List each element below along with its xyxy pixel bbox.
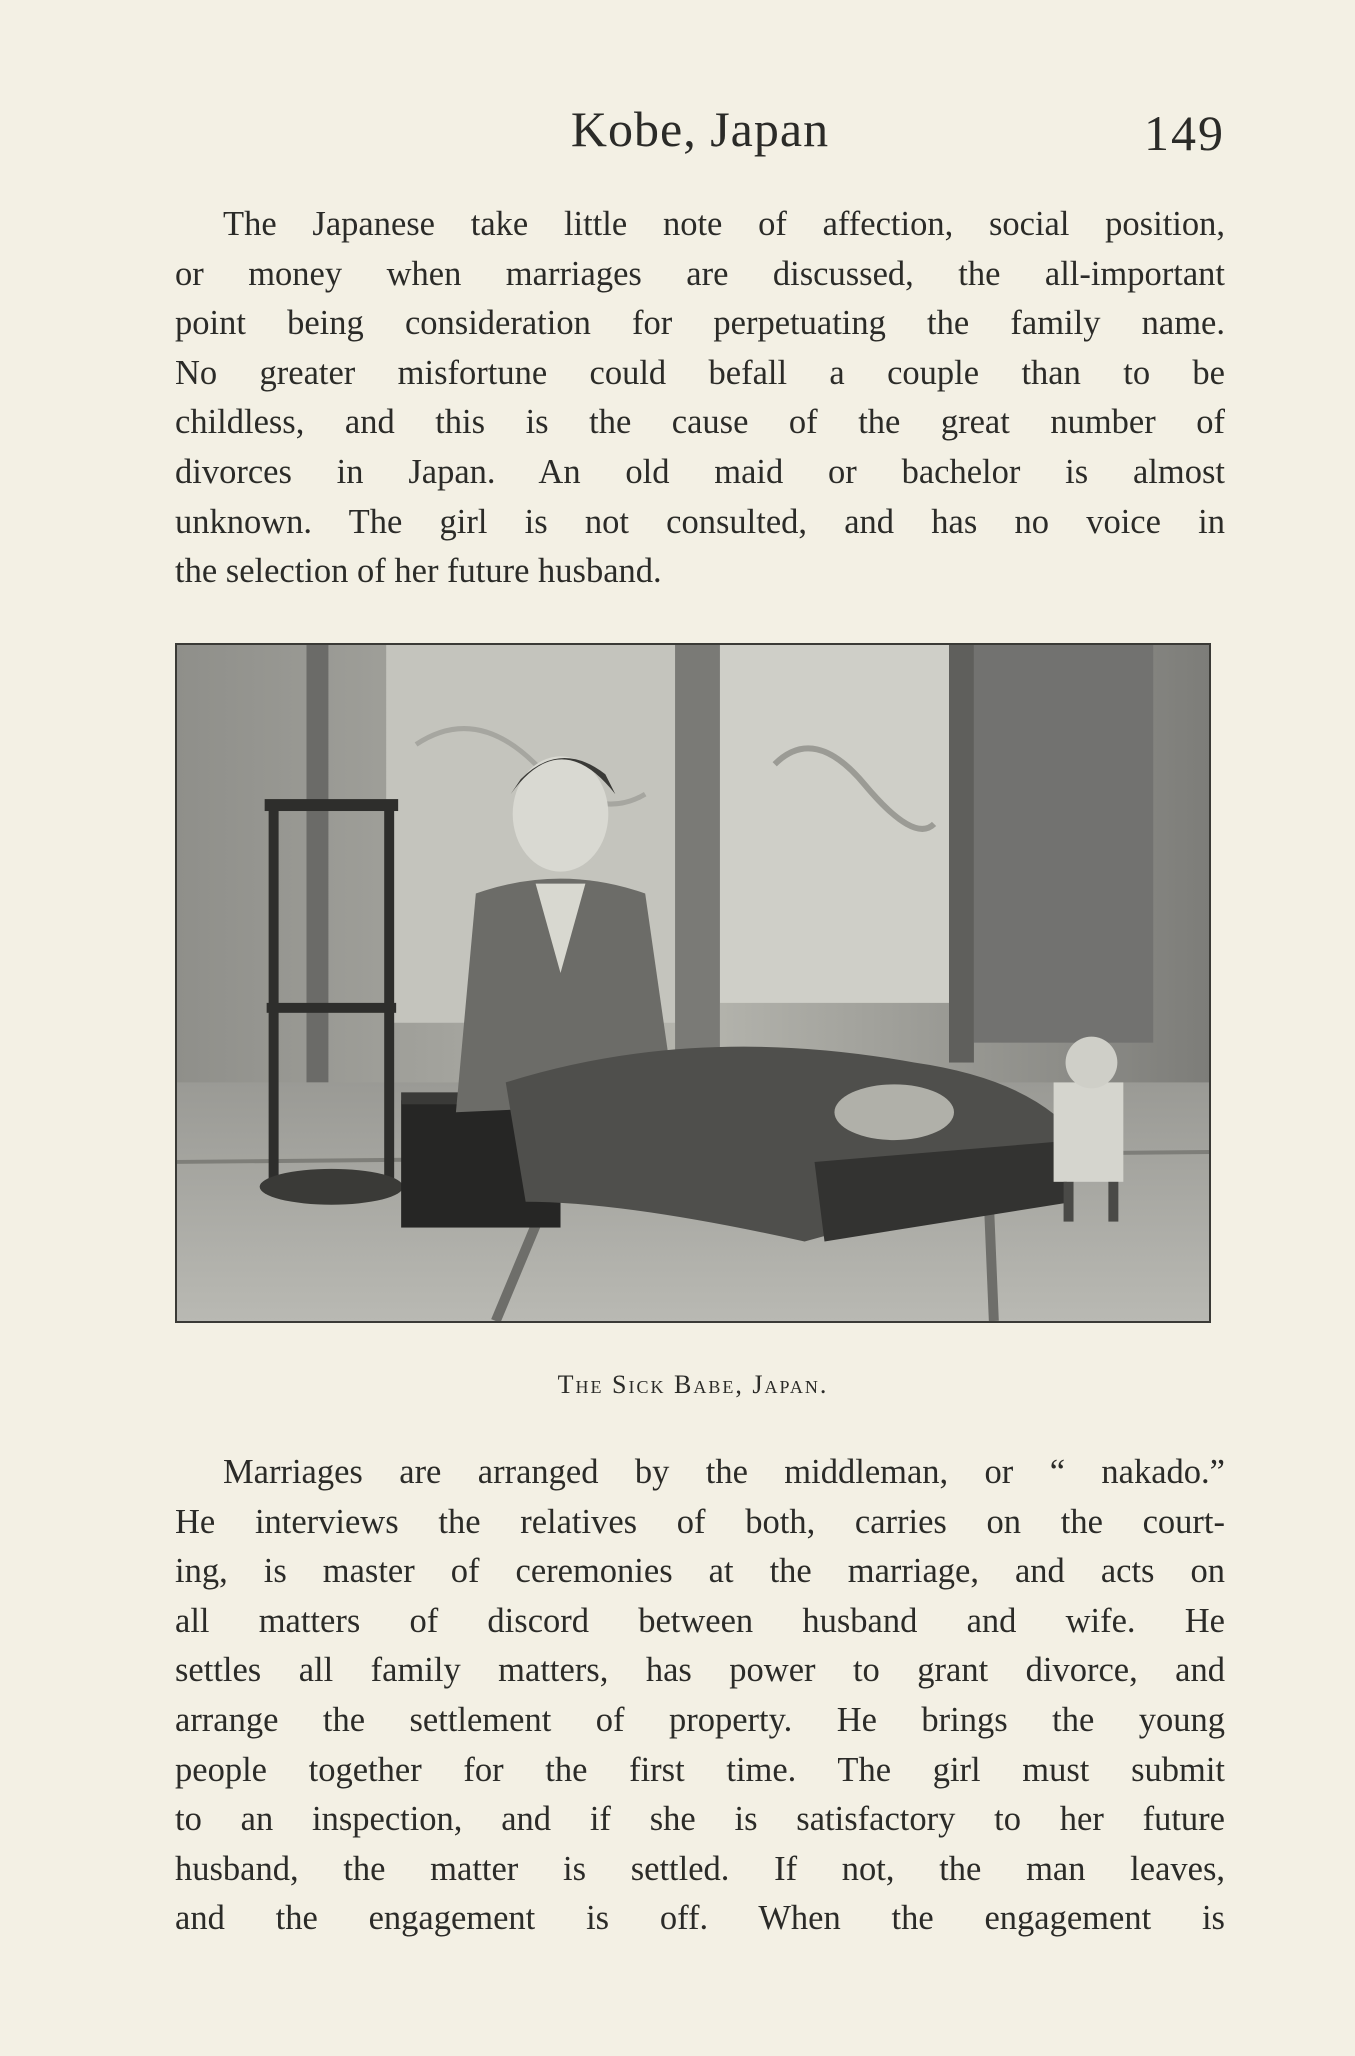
page-number: 149 xyxy=(1144,105,1225,161)
text-line: and the engagement is off. When the engagement is xyxy=(175,1899,1225,1938)
text-line: arrange the settlement of property. He brings the young xyxy=(175,1700,1225,1739)
text-line: Marriages are arranged by the middleman, or “ nakado.” xyxy=(223,1453,1225,1491)
text-line: the selection of her future husband. xyxy=(175,552,662,591)
text-line: childless, and this is the cause of the great number of xyxy=(175,403,1225,442)
text-line: point being consideration for perpetuating the family name. xyxy=(175,304,1225,343)
text-line: all matters of discord between husband and wife. He xyxy=(175,1601,1225,1640)
paragraph-1 xyxy=(175,200,1225,597)
text-line: husband, the matter is settled. If not, the man leaves, xyxy=(175,1849,1225,1888)
text-line: ing, is master of ceremonies at the marriage, and acts on xyxy=(175,1552,1225,1591)
photograph-image xyxy=(177,645,1209,1321)
text-line: people together for the first time. The girl must submit xyxy=(175,1750,1225,1789)
text-line: He interviews the relatives of both, carries on the court- xyxy=(175,1502,1225,1541)
text-line: or money when marriages are discussed, the all-important xyxy=(175,254,1225,293)
text-line: settles all family matters, has power to grant divorce, and xyxy=(175,1651,1225,1690)
photograph-plate xyxy=(175,643,1211,1323)
text-line: No greater misfortune could befall a couple than to be xyxy=(175,353,1225,392)
plate-caption: The Sick Babe, Japan. xyxy=(557,1370,829,1399)
text-line: unknown. The girl is not consulted, and has no voice in xyxy=(175,502,1225,541)
text-line: to an inspection, and if she is satisfactory to her future xyxy=(175,1800,1225,1839)
running-head xyxy=(175,100,1225,170)
text-line: divorces in Japan. An old maid or bachelor is almost xyxy=(175,452,1225,491)
paragraph-2 xyxy=(175,1448,1225,1944)
text-line: The Japanese take little note of affection, social position, xyxy=(223,205,1225,243)
running-title: Kobe, Japan xyxy=(570,101,830,157)
